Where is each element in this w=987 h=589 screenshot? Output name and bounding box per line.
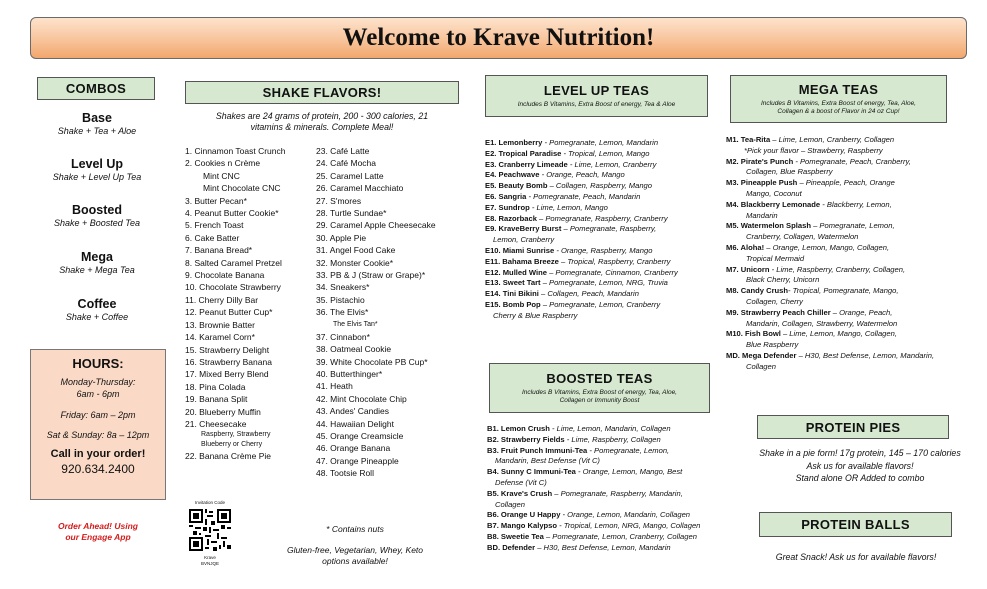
- tea-item-cont: Mandarin: [746, 210, 778, 220]
- tea-item: MD. Mega Defender – H30, Best Defense, Lemon, Mandarin,: [726, 350, 935, 360]
- tea-item: BD. Defender – H30, Best Defense, Lemon, Mandarin: [487, 542, 671, 552]
- list-item: 40. Butterthinger*: [316, 368, 383, 379]
- tea-item: B2. Strawberry Fields - Lime, Raspberry, Collagen: [487, 434, 661, 444]
- tea-item: B8. Sweetie Tea – Pomegranate, Lemon, Cranberry, Collagen: [487, 531, 697, 541]
- list-item: 7. Banana Bread*: [185, 245, 253, 256]
- list-item: 31. Angel Food Cake: [316, 245, 396, 256]
- shake-list-col2: [316, 145, 466, 480]
- hours-heading: HOURS:: [72, 356, 124, 371]
- tea-item-cont: Mango, Coconut: [746, 188, 802, 198]
- list-item: 21. Cheesecake: [185, 418, 247, 429]
- tea-item: E14. Tini Bikini – Collagen, Peach, Mandarin: [485, 289, 639, 299]
- boosted-teas-subtitle-2: Collagen or Immunity Boost: [559, 397, 640, 404]
- weekend-hours: Sat & Sunday: 8a – 12pm: [46, 430, 150, 440]
- protein-balls-info: Great Snack! Ask us for available flavors!: [775, 552, 937, 562]
- mega-teas-subtitle-2: Collagen & a boost of Flavor in 24 oz Cup!: [777, 108, 900, 115]
- list-sub-item: Blueberry or Cherry: [201, 441, 263, 449]
- weekday-time: 6am - 6pm: [76, 389, 120, 399]
- list-item: 44. Hawaiian Delight: [316, 418, 394, 429]
- combo-coffee: [30, 297, 164, 322]
- list-item: 28. Turtle Sundae*: [316, 208, 387, 219]
- list-item: 6. Cake Batter: [185, 232, 240, 243]
- shake-flavors-heading: SHAKE FLAVORS!: [262, 85, 382, 100]
- combo-desc: Shake + Boosted Tea: [54, 218, 140, 228]
- protein-pies-line: Ask us for available flavors!: [806, 460, 914, 471]
- tea-item: E12. Mulled Wine – Pomegranate, Cinnamon, Cranberry: [485, 267, 678, 277]
- list-item: 47. Orange Pineapple: [316, 455, 399, 466]
- combos-heading: COMBOS: [65, 81, 127, 96]
- tea-item-cont: *Pick your flavor – Strawberry, Raspberry: [744, 145, 883, 155]
- combo-mega: [30, 250, 164, 275]
- diet-note-line: Gluten-free, Vegetarian, Whey, Keto: [286, 545, 424, 555]
- tea-item: B1. Lemon Crush - Lime, Lemon, Mandarin, Collagen: [487, 424, 671, 433]
- tea-item: E10. Miami Sunrise - Orange, Raspberry, Mango: [485, 245, 653, 255]
- protein-balls-header: [759, 512, 952, 537]
- tea-item-cont: Collagen, Blue Raspberry: [746, 167, 833, 177]
- list-item: 2. Cookies n Crème: [185, 158, 261, 169]
- combo-desc: Shake + Coffee: [65, 312, 129, 322]
- list-item: 16. Strawberry Banana: [185, 356, 272, 367]
- tea-item-cont: Tropical Mermaid: [746, 253, 805, 263]
- qr-bottom-label: Krave: [204, 555, 216, 560]
- page-title: Welcome to Krave Nutrition!: [342, 24, 655, 51]
- shake-list-col1: [185, 145, 315, 463]
- weekday-label: Monday-Thursday:: [60, 377, 136, 387]
- tea-item: M6. Aloha! – Orange, Lemon, Mango, Collagen,: [726, 242, 890, 252]
- boosted-teas-subtitle-1: Includes B Vitamins, Extra Boost of energy, Tea, Aloe,: [521, 389, 677, 396]
- list-item: 20. Blueberry Muffin: [185, 406, 261, 417]
- tea-item: M5. Watermelon Splash – Pomegranate, Lemon,: [726, 221, 895, 231]
- tea-item-cont: Collagen, Cherry: [746, 296, 803, 306]
- mega-teas-list: [726, 135, 976, 373]
- diet-note-line: options available!: [322, 556, 388, 566]
- combo-name: Level Up: [70, 157, 124, 171]
- order-ahead-line: our Engage App: [65, 532, 131, 542]
- level-up-teas-list: [485, 138, 725, 322]
- tea-item-cont: Black Cherry, Unicorn: [746, 275, 820, 285]
- tea-item: E6. Sangria - Pomegranate, Peach, Mandarin: [485, 191, 641, 201]
- list-item: 46. Orange Banana: [316, 443, 391, 454]
- order-ahead-note[interactable]: [30, 521, 166, 543]
- title-banner: [30, 17, 967, 59]
- mega-teas-header: [730, 75, 947, 123]
- level-up-teas-subtitle: Includes B Vitamins, Extra Boost of energy, Tea & Aloe: [517, 101, 676, 108]
- list-item: 18. Pina Colada: [185, 381, 246, 392]
- list-item: 33. PB & J (Straw or Grape)*: [316, 270, 426, 281]
- boosted-teas-header: [489, 363, 710, 413]
- tea-item-cont: Cranberry, Collagen, Watermelon: [746, 232, 859, 242]
- tea-item: E11. Bahama Breeze – Tropical, Raspberry, Cranberry: [485, 256, 671, 266]
- tea-item: E7. Sundrop - Lime, Lemon, Mango: [485, 202, 608, 212]
- tea-item: M9. Strawberry Peach Chiller – Orange, Peach,: [726, 307, 893, 317]
- protein-pies-info: [740, 447, 980, 485]
- call-text: Call in your order!: [50, 448, 146, 460]
- tea-item-cont: Cherry & Blue Raspberry: [493, 310, 578, 320]
- qr-top-label: Invitation Code: [194, 500, 226, 505]
- list-item: 1. Cinnamon Toast Crunch: [185, 146, 286, 156]
- list-sub-item: The Elvis Tan*: [333, 320, 378, 328]
- tea-item: E13. Sweet Tart – Pomegranate, Lemon, NRG, Truvia: [485, 278, 668, 288]
- mega-teas-heading: MEGA TEAS: [798, 82, 879, 97]
- list-item: 5. French Toast: [185, 220, 244, 231]
- list-item: 9. Chocolate Banana: [185, 270, 265, 281]
- qr-code-label: BVNJQE: [200, 561, 219, 566]
- tea-item-cont: Defense (Vit C): [495, 477, 547, 487]
- combo-desc: Shake + Mega Tea: [59, 265, 135, 275]
- level-up-teas-heading: LEVEL UP TEAS: [543, 83, 650, 98]
- list-item: 42. Mint Chocolate Chip: [316, 393, 407, 404]
- tea-item: E8. Razorback – Pomegranate, Raspberry, Cranberry: [485, 213, 668, 223]
- tea-item: E15. Bomb Pop – Pomegranate, Lemon, Cranberry: [485, 299, 661, 309]
- list-item: 11. Cherry Dilly Bar: [185, 294, 259, 305]
- list-item: 15. Strawberry Delight: [185, 344, 270, 355]
- diet-note: [270, 545, 440, 567]
- protein-pies-heading: PROTEIN PIES: [805, 419, 901, 435]
- list-item: 26. Caramel Macchiato: [316, 183, 404, 194]
- combo-base: [30, 111, 164, 136]
- list-item: 35. Pistachio: [316, 294, 365, 305]
- tea-item: M2. Pirate's Punch - Pomegranate, Peach, Cranberry,: [726, 156, 911, 166]
- list-item: 12. Peanut Butter Cup*: [185, 307, 273, 318]
- tea-item: M10. Fish Bowl – Lime, Lemon, Mango, Collagen,: [726, 329, 897, 339]
- tea-item: B5. Krave's Crush – Pomegranate, Raspberry, Mandarin,: [487, 488, 683, 498]
- contains-nuts-note: * Contains nuts: [326, 524, 384, 534]
- list-item: 34. Sneakers*: [316, 282, 370, 293]
- list-item: 22. Banana Crème Pie: [185, 451, 271, 462]
- tea-item: M1. Tea-Rita – Lime, Lemon, Cranberry, Collagen: [726, 135, 895, 144]
- level-up-teas-header: [485, 75, 708, 117]
- list-item: 23. Café Latte: [316, 146, 370, 156]
- list-item: 48. Tootsie Roll: [316, 468, 374, 479]
- tea-item: E3. Cranberry Limeade - Lime, Lemon, Cranberry: [485, 159, 657, 169]
- tea-item: B7. Mango Kalypso - Tropical, Lemon, NRG, Mango, Collagen: [487, 521, 701, 531]
- tea-item-cont: Blue Raspberry: [746, 340, 799, 350]
- tea-item: E2. Tropical Paradise - Tropical, Lemon, Mango: [485, 148, 650, 158]
- order-ahead-line: Order Ahead! Using: [58, 521, 138, 531]
- list-item: 37. Cinnabon*: [316, 331, 370, 342]
- list-item: 24. Café Mocha: [316, 158, 377, 169]
- protein-pies-line: Shake in a pie form! 17g protein, 145 – 170 calories: [759, 448, 961, 458]
- list-item: 10. Chocolate Strawberry: [185, 282, 281, 293]
- protein-pies-line: Stand alone OR Added to combo: [795, 473, 925, 483]
- shake-intro: [182, 111, 462, 133]
- boosted-teas-heading: BOOSTED TEAS: [546, 371, 653, 386]
- list-sub-item: Raspberry, Strawberry: [201, 431, 271, 439]
- list-item: 30. Apple Pie: [316, 232, 367, 243]
- list-item: Mint Chocolate CNC: [203, 183, 281, 194]
- friday-hours: Friday: 6am – 2pm: [60, 410, 136, 420]
- tea-item: M3. Pineapple Push – Pineapple, Peach, Orange: [726, 178, 895, 188]
- tea-item: M4. Blackberry Lemonade - Blackberry, Lemon,: [726, 199, 892, 209]
- mega-teas-subtitle-1: Includes B Vitamins, Extra Boost of energy, Tea, Aloe,: [760, 100, 916, 107]
- shake-intro-line: vitamins & minerals. Complete Meal!: [250, 122, 394, 132]
- list-item: 13. Brownie Batter: [185, 319, 255, 330]
- combo-name: Base: [82, 111, 112, 125]
- list-item: Mint CNC: [203, 170, 240, 181]
- list-item: 3. Butter Pecan*: [185, 195, 247, 206]
- combo-desc: Shake + Tea + Aloe: [57, 126, 137, 136]
- list-item: 41. Heath: [316, 381, 353, 392]
- combo-name: Boosted: [72, 203, 122, 217]
- list-item: 25. Caramel Latte: [316, 170, 384, 181]
- tea-item-cont: Collagen: [495, 499, 525, 509]
- list-item: 29. Caramel Apple Cheesecake: [316, 220, 436, 231]
- combos-header: [37, 77, 155, 100]
- list-item: 38. Oatmeal Cookie: [316, 344, 392, 355]
- tea-item: E1. Lemonberry - Pomegranate, Lemon, Mandarin: [485, 138, 659, 147]
- list-item: 17. Mixed Berry Blend: [185, 369, 269, 380]
- protein-balls-heading: PROTEIN BALLS: [801, 517, 910, 532]
- tea-item: M7. Unicorn - Lime, Raspberry, Cranberry, Collagen,: [726, 264, 906, 274]
- list-item: 36. The Elvis*: [316, 307, 369, 318]
- phone-number: 920.634.2400: [61, 462, 135, 476]
- combo-name: Coffee: [77, 297, 117, 311]
- list-item: 39. White Chocolate PB Cup*: [316, 356, 428, 367]
- list-item: 14. Karamel Corn*: [185, 332, 255, 343]
- tea-item: M8. Candy Crush- Tropical, Pomegranate, Mango,: [726, 286, 899, 296]
- list-item: 8. Salted Caramel Pretzel: [185, 257, 282, 268]
- list-item: 43. Andes' Candies: [316, 406, 389, 417]
- list-item: 32. Monster Cookie*: [316, 257, 394, 268]
- tea-item: E5. Beauty Bomb – Collagen, Raspberry, Mango: [485, 181, 652, 191]
- combo-boosted: [30, 203, 164, 228]
- tea-item-cont: Mandarin, Best Defense (Vit C): [495, 456, 600, 466]
- list-item: 27. S'mores: [316, 195, 362, 206]
- combo-name: Mega: [81, 250, 113, 264]
- tea-item: E4. Peachwave - Orange, Peach, Mango: [485, 170, 625, 180]
- hours-box: [30, 349, 166, 500]
- list-item: 4. Peanut Butter Cookie*: [185, 208, 279, 219]
- boosted-teas-list: [487, 424, 737, 554]
- protein-pies-header: [757, 415, 949, 439]
- shake-flavors-header: [185, 81, 459, 104]
- tea-item-cont: Collagen: [746, 361, 776, 371]
- tea-item: B3. Fruit Punch Immuni-Tea - Pomegranate, Lemon,: [487, 445, 670, 455]
- qr-code-icon: [189, 509, 231, 551]
- tea-item-cont: Mandarin, Collagen, Strawberry, Watermelon: [746, 318, 898, 328]
- combo-desc: Shake + Level Up Tea: [52, 172, 142, 182]
- qr-code[interactable]: [189, 509, 231, 551]
- tea-item: B6. Orange U Happy - Orange, Lemon, Mandarin, Collagen: [487, 510, 691, 520]
- tea-item-cont: Lemon, Cranberry: [493, 235, 555, 245]
- combo-level-up: [30, 157, 164, 182]
- tea-item: B4. Sunny C Immuni-Tea - Orange, Lemon, Mango, Best: [487, 467, 683, 477]
- shake-intro-line: Shakes are 24 grams of protein, 200 - 300 calories, 21: [215, 111, 429, 121]
- list-item: 45. Orange Creamsicle: [316, 430, 404, 441]
- list-item: 19. Banana Split: [185, 394, 248, 405]
- tea-item: E9. KraveBerry Burst – Pomegranate, Raspberry,: [485, 224, 657, 234]
